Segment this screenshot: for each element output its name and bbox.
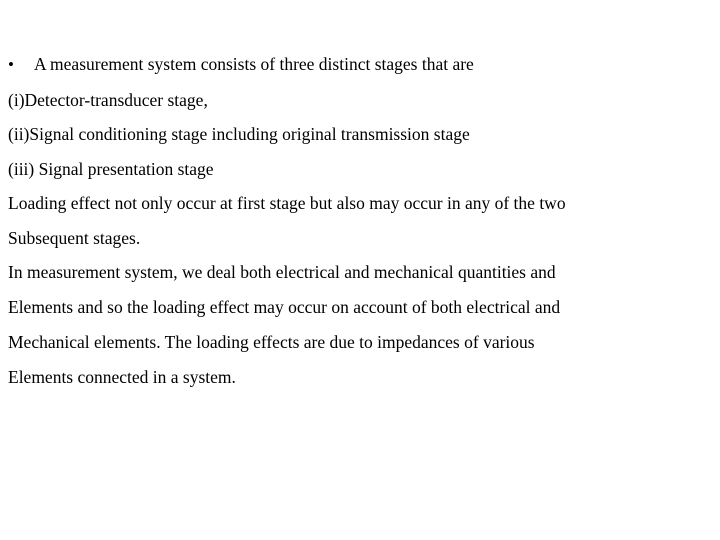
- text-line: A measurement system consists of three distinct stages that are: [34, 54, 474, 74]
- text-line: Loading effect not only occur at first stage but also may occur in any of the two: [8, 193, 566, 213]
- text-line: Subsequent stages.: [8, 228, 141, 248]
- text-line: (iii) Signal presentation stage: [8, 159, 214, 179]
- bullet-icon: •: [8, 55, 14, 74]
- text-line: In measurement system, we deal both electrical and mechanical quantities and: [8, 262, 556, 282]
- text-line: Elements and so the loading effect may occur on account of both electrical and: [8, 297, 561, 317]
- text-line: Mechanical elements. The loading effects are due to impedances of various: [8, 332, 535, 352]
- text-line: (ii)Signal conditioning stage including original transmission stage: [8, 124, 470, 144]
- text-line: (i)Detector-transducer stage,: [8, 90, 208, 110]
- bullet-item: [8, 54, 474, 75]
- text-line: Elements connected in a system.: [8, 367, 236, 387]
